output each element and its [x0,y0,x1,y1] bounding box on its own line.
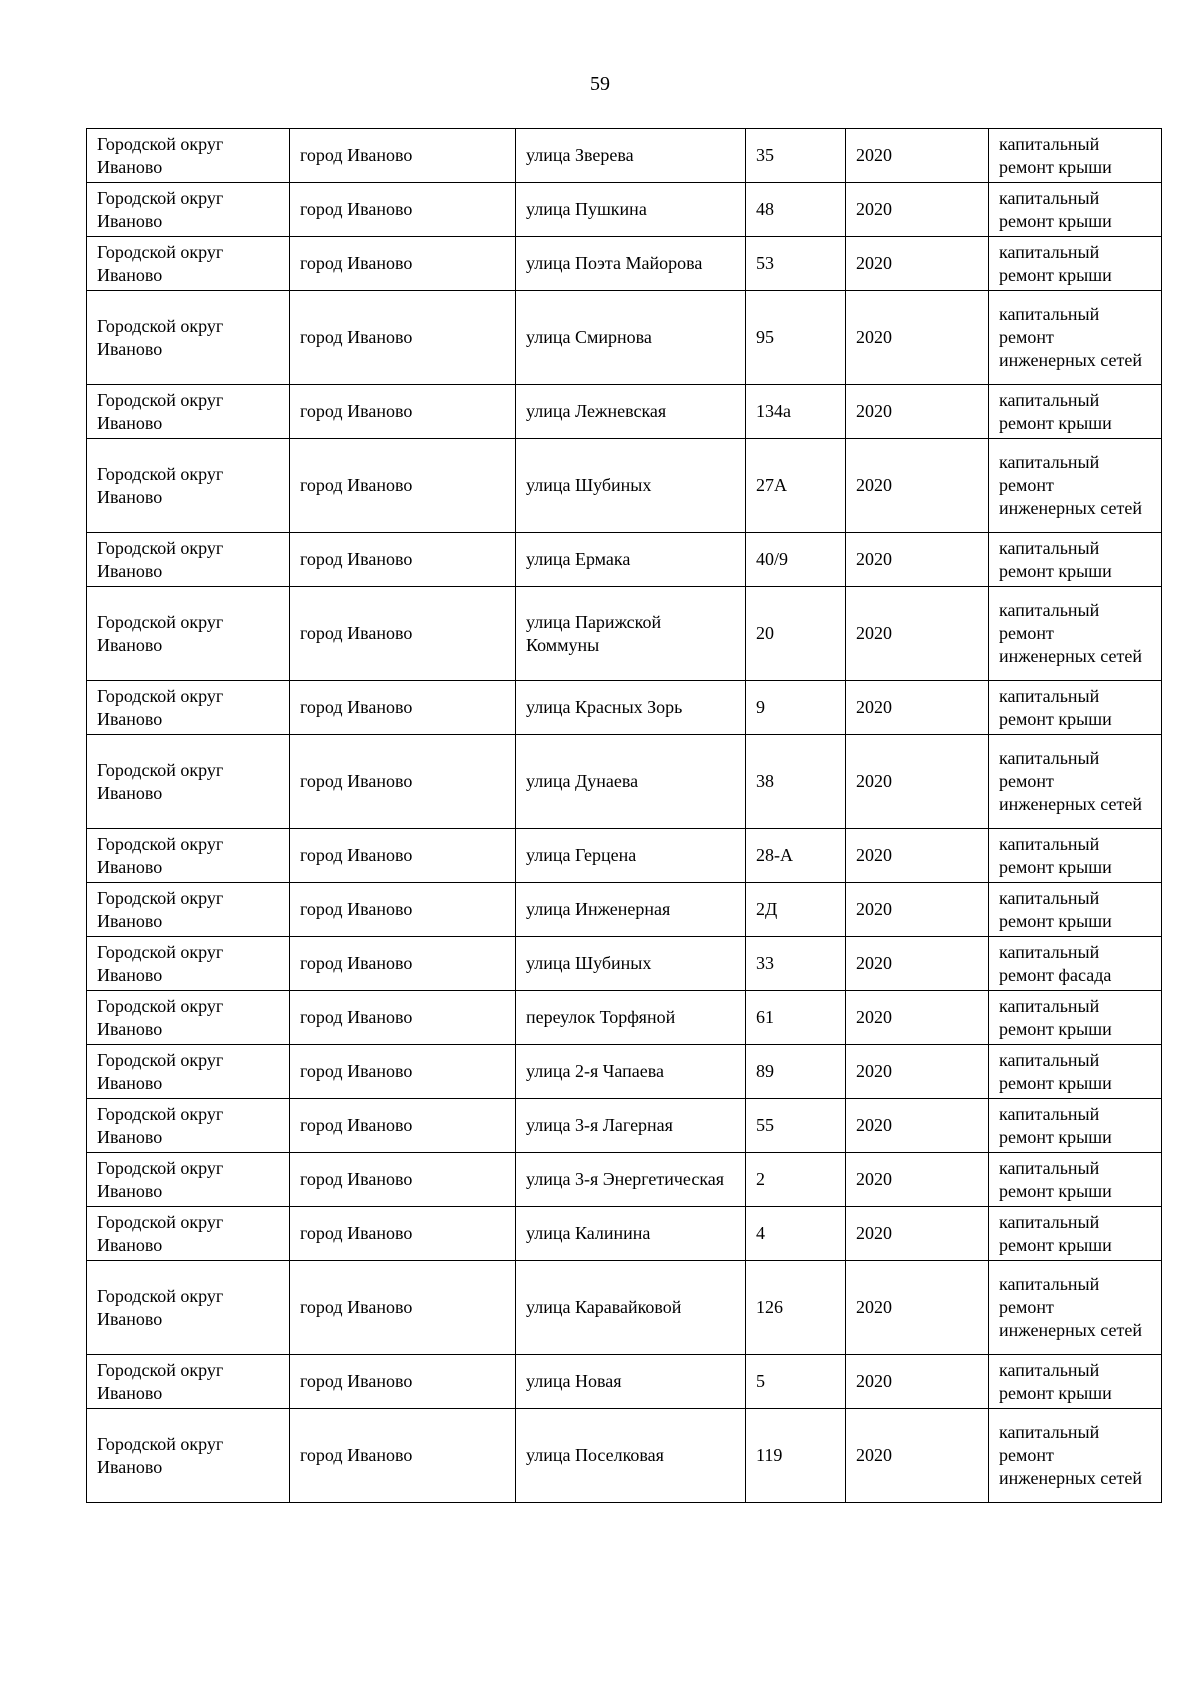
year-cell: 2020 [846,681,989,735]
street-cell: улица 3-я Лагерная [516,1099,746,1153]
city-cell: город Иваново [290,129,516,183]
district-cell: Городской округ Иваново [87,1261,290,1355]
work-type-cell: капитальный ремонт крыши [989,1207,1162,1261]
street-cell: улица 3-я Энергетическая [516,1153,746,1207]
work-type-cell: капитальный ремонт крыши [989,129,1162,183]
work-type-cell: капитальный ремонт крыши [989,829,1162,883]
work-type-cell: капитальный ремонт крыши [989,1045,1162,1099]
work-type-cell: капитальный ремонт крыши [989,533,1162,587]
house-cell: 53 [746,237,846,291]
year-cell: 2020 [846,129,989,183]
district-cell: Городской округ Иваново [87,385,290,439]
year-cell: 2020 [846,883,989,937]
work-type-cell: капитальный ремонт крыши [989,991,1162,1045]
city-cell: город Иваново [290,829,516,883]
house-cell: 5 [746,1355,846,1409]
district-cell: Городской округ Иваново [87,1409,290,1503]
city-cell: город Иваново [290,735,516,829]
district-cell: Городской округ Иваново [87,883,290,937]
street-cell: улица Красных Зорь [516,681,746,735]
street-cell: улица Пушкина [516,183,746,237]
district-cell: Городской округ Иваново [87,1355,290,1409]
year-cell: 2020 [846,183,989,237]
table-row [87,1409,1162,1503]
district-cell: Городской округ Иваново [87,439,290,533]
street-cell: улица Новая [516,1355,746,1409]
street-cell: улица Поселковая [516,1409,746,1503]
house-cell: 9 [746,681,846,735]
table-row [87,129,1162,183]
year-cell: 2020 [846,1355,989,1409]
city-cell: город Иваново [290,1355,516,1409]
street-cell: улица Инженерная [516,883,746,937]
district-cell: Городской округ Иваново [87,1045,290,1099]
city-cell: город Иваново [290,991,516,1045]
table-row [87,1153,1162,1207]
street-cell: улица Поэта Майорова [516,237,746,291]
table-row [87,533,1162,587]
street-cell: переулок Торфяной [516,991,746,1045]
city-cell: город Иваново [290,1409,516,1503]
house-cell: 95 [746,291,846,385]
table-row [87,587,1162,681]
house-cell: 2Д [746,883,846,937]
year-cell: 2020 [846,1099,989,1153]
house-cell: 38 [746,735,846,829]
street-cell: улица Каравайковой [516,1261,746,1355]
table-row [87,681,1162,735]
year-cell: 2020 [846,937,989,991]
table-body [87,129,1162,1503]
table-row [87,291,1162,385]
page-number: 59 [590,73,610,95]
year-cell: 2020 [846,735,989,829]
district-cell: Городской округ Иваново [87,829,290,883]
house-cell: 55 [746,1099,846,1153]
year-cell: 2020 [846,237,989,291]
city-cell: город Иваново [290,937,516,991]
work-type-cell: капитальный ремонт крыши [989,385,1162,439]
district-cell: Городской округ Иваново [87,291,290,385]
district-cell: Городской округ Иваново [87,937,290,991]
street-cell: улица Смирнова [516,291,746,385]
house-cell: 89 [746,1045,846,1099]
street-cell: улица Калинина [516,1207,746,1261]
work-type-cell: капитальный ремонт инженерных сетей [989,735,1162,829]
house-cell: 33 [746,937,846,991]
work-type-cell: капитальный ремонт инженерных сетей [989,1409,1162,1503]
street-cell: улица Ермака [516,533,746,587]
table-row [87,991,1162,1045]
table-row [87,735,1162,829]
year-cell: 2020 [846,1207,989,1261]
district-cell: Городской округ Иваново [87,587,290,681]
table-row [87,439,1162,533]
work-type-cell: капитальный ремонт крыши [989,1355,1162,1409]
work-type-cell: капитальный ремонт крыши [989,1099,1162,1153]
house-cell: 61 [746,991,846,1045]
house-cell: 28-А [746,829,846,883]
work-type-cell: капитальный ремонт крыши [989,681,1162,735]
year-cell: 2020 [846,587,989,681]
city-cell: город Иваново [290,1045,516,1099]
work-type-cell: капитальный ремонт инженерных сетей [989,439,1162,533]
district-cell: Городской округ Иваново [87,735,290,829]
street-cell: улица Шубиных [516,439,746,533]
year-cell: 2020 [846,829,989,883]
street-cell: улица Герцена [516,829,746,883]
street-cell: улица Зверева [516,129,746,183]
table-row [87,183,1162,237]
district-cell: Городской округ Иваново [87,129,290,183]
district-cell: Городской округ Иваново [87,1153,290,1207]
year-cell: 2020 [846,991,989,1045]
repair-schedule-table [86,128,1162,1503]
district-cell: Городской округ Иваново [87,681,290,735]
house-cell: 2 [746,1153,846,1207]
table-row [87,237,1162,291]
street-cell: улица Шубиных [516,937,746,991]
table-row [87,1099,1162,1153]
house-cell: 126 [746,1261,846,1355]
street-cell: улица 2-я Чапаева [516,1045,746,1099]
table-row [87,829,1162,883]
house-cell: 27А [746,439,846,533]
city-cell: город Иваново [290,1261,516,1355]
year-cell: 2020 [846,439,989,533]
table-row [87,1261,1162,1355]
table-row [87,385,1162,439]
work-type-cell: капитальный ремонт крыши [989,883,1162,937]
city-cell: город Иваново [290,183,516,237]
house-cell: 40/9 [746,533,846,587]
city-cell: город Иваново [290,439,516,533]
year-cell: 2020 [846,1045,989,1099]
district-cell: Городской округ Иваново [87,991,290,1045]
city-cell: город Иваново [290,291,516,385]
work-type-cell: капитальный ремонт крыши [989,1153,1162,1207]
city-cell: город Иваново [290,385,516,439]
work-type-cell: капитальный ремонт крыши [989,183,1162,237]
district-cell: Городской округ Иваново [87,1207,290,1261]
house-cell: 48 [746,183,846,237]
work-type-cell: капитальный ремонт инженерных сетей [989,1261,1162,1355]
street-cell: улица Парижской Коммуны [516,587,746,681]
city-cell: город Иваново [290,1207,516,1261]
table-row [87,1045,1162,1099]
table-row [87,883,1162,937]
city-cell: город Иваново [290,883,516,937]
city-cell: город Иваново [290,1153,516,1207]
year-cell: 2020 [846,291,989,385]
house-cell: 134а [746,385,846,439]
table-row [87,1355,1162,1409]
year-cell: 2020 [846,533,989,587]
work-type-cell: капитальный ремонт фасада [989,937,1162,991]
year-cell: 2020 [846,1409,989,1503]
street-cell: улица Дунаева [516,735,746,829]
district-cell: Городской округ Иваново [87,533,290,587]
house-cell: 4 [746,1207,846,1261]
city-cell: город Иваново [290,587,516,681]
street-cell: улица Лежневская [516,385,746,439]
district-cell: Городской округ Иваново [87,183,290,237]
district-cell: Городской округ Иваново [87,237,290,291]
year-cell: 2020 [846,385,989,439]
city-cell: город Иваново [290,1099,516,1153]
city-cell: город Иваново [290,237,516,291]
year-cell: 2020 [846,1261,989,1355]
work-type-cell: капитальный ремонт инженерных сетей [989,291,1162,385]
table-row [87,937,1162,991]
table-row [87,1207,1162,1261]
district-cell: Городской округ Иваново [87,1099,290,1153]
city-cell: город Иваново [290,681,516,735]
house-cell: 35 [746,129,846,183]
house-cell: 119 [746,1409,846,1503]
house-cell: 20 [746,587,846,681]
year-cell: 2020 [846,1153,989,1207]
city-cell: город Иваново [290,533,516,587]
work-type-cell: капитальный ремонт инженерных сетей [989,587,1162,681]
work-type-cell: капитальный ремонт крыши [989,237,1162,291]
